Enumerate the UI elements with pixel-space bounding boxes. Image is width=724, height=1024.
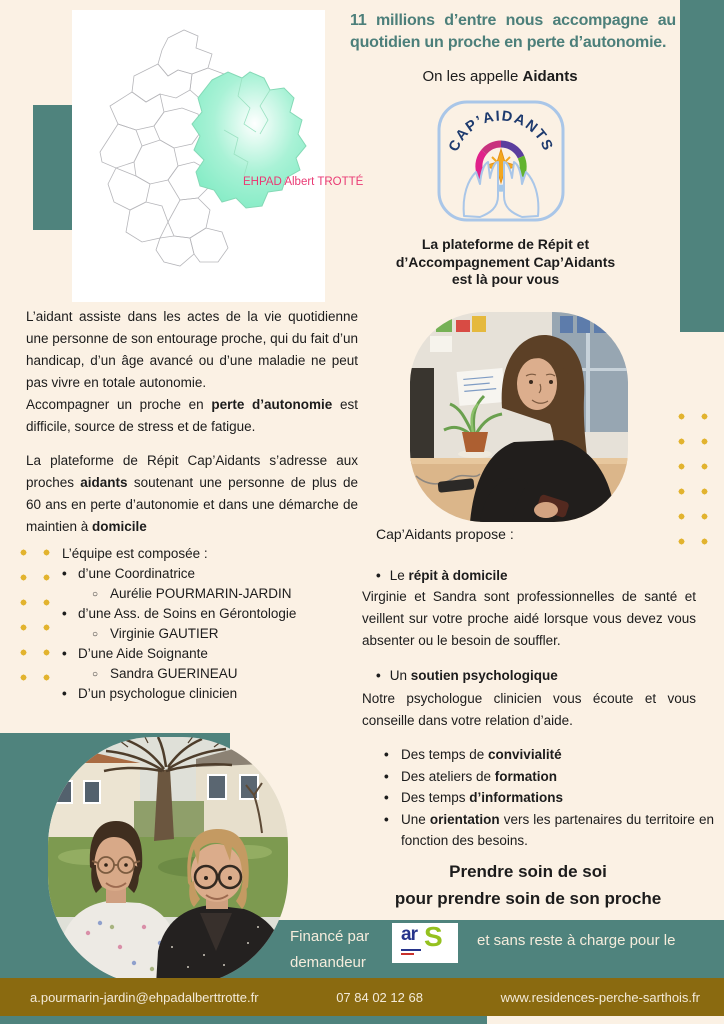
- team-role: • D’un psychologue clinicien: [62, 684, 296, 704]
- service-repit-desc: Virginie et Sandra sont professionnelles de santé et veillent sur votre proche aidé lorsque vous devez vous absenter ou le besoin de souffler.: [362, 589, 696, 648]
- map-card: [72, 10, 325, 302]
- contact-website: www.residences-perche-sarthois.fr: [500, 989, 700, 1005]
- capaidants-logo-image: [437, 100, 565, 222]
- team-member: ○ Virginie GAUTIER: [62, 624, 296, 644]
- ars-logo-caption-line-red: [401, 953, 414, 955]
- ars-logo-ar: ar: [401, 924, 417, 945]
- dots-decoration-left: [12, 540, 58, 690]
- ars-logo: [392, 923, 458, 963]
- territory-map-image: [72, 10, 325, 302]
- intro-paragraph-2: Accompagner un proche en perte d’autonomie est difficile, source de stress et de fatigue.: [26, 397, 359, 434]
- teal-accent-left: [33, 105, 72, 230]
- team-intro: L’équipe est composée :: [62, 546, 208, 561]
- services-bullet-list: [384, 744, 714, 852]
- ars-logo-s: S: [424, 921, 443, 952]
- team-role: • d’une Ass. de Soins en Gérontologie: [62, 604, 296, 624]
- photo-coordinator-desk: [410, 312, 628, 522]
- teal-accent-bottom-edge: [0, 1016, 487, 1024]
- team-member: ○ Sandra GUERINEAU: [62, 664, 296, 684]
- demandeur-label: demandeur: [290, 954, 366, 971]
- team-list: [62, 564, 296, 704]
- platform-title: [358, 236, 653, 289]
- service-bullet: • Des temps d’informations: [384, 787, 714, 809]
- contact-bar: [0, 978, 724, 1016]
- service-bullet: • Des temps de convivialité: [384, 744, 714, 766]
- services-title: Cap’Aidants propose :: [376, 526, 514, 542]
- contact-email: a.pourmarin-jardin@ehpadalberttrotte.fr: [30, 989, 259, 1005]
- ars-logo-caption-line: [401, 949, 421, 951]
- platform-line3: est là pour vous: [451, 271, 560, 287]
- contact-phone: 07 84 02 12 68: [336, 989, 423, 1005]
- platform-line1: La plateforme de Répit et: [421, 236, 590, 252]
- intro-paragraph-3: La plateforme de Répit Cap’Aidants s’adresse aux proches aidants soutenant une personne de plus de 60 ans en perte d’autonomie et dans une démarche de maintien à domicile: [26, 453, 359, 534]
- financed-by-label: Financé par: [290, 928, 370, 945]
- platform-line2: d’Accompagnement Cap’Aidants: [395, 253, 616, 270]
- dots-decoration-right: [670, 404, 716, 554]
- service-soutien-title: • Un soutien psychologique: [376, 668, 696, 683]
- team-section: [62, 544, 296, 704]
- headline-line2: quotidien un proche en perte d’autonomie.: [350, 34, 667, 51]
- intro-paragraph-1: L’aidant assiste dans les actes de la vie quotidienne une personne de son entourage proche, qui du fait d’un handicap, d’un âge avancé ou d’une maladie ne peut pas vivre en totale autonomie.: [26, 309, 358, 390]
- teal-accent-right: [680, 0, 724, 332]
- service-repit-title: • Le répit à domicile: [376, 568, 696, 583]
- photo-team-outdoors: [48, 737, 288, 985]
- closing-line2: pour prendre soin de son proche: [394, 889, 662, 908]
- service-soutien-desc: Notre psychologue clinicien vous écoute et vous conseille dans votre relation d’aide.: [362, 691, 696, 728]
- team-role: • D’une Aide Soignante: [62, 644, 296, 664]
- closing-line1: Prendre soin de soi: [449, 862, 607, 881]
- headline-line1: 11 millions d’entre nous accompagne au: [350, 12, 676, 29]
- appelle-line: On les appelle Aidants: [422, 68, 578, 85]
- team-role: • d’une Coordinatrice: [62, 564, 296, 584]
- team-member: ○ Aurélie POURMARIN-JARDIN: [62, 584, 296, 604]
- service-bullet: • Une orientation vers les partenaires du territoire en fonction des besoins.: [384, 809, 714, 852]
- logo-arched-text: CAP’AIDANTS: [445, 108, 557, 155]
- headline: [350, 10, 676, 54]
- closing-message: [363, 858, 693, 912]
- service-bullet: • Des ateliers de formation: [384, 766, 714, 788]
- no-cost-label: et sans reste à charge pour le: [477, 932, 676, 949]
- capaidants-logo: [437, 100, 565, 222]
- map-label-ehpad: EHPAD Albert TROTTÉ: [243, 176, 364, 188]
